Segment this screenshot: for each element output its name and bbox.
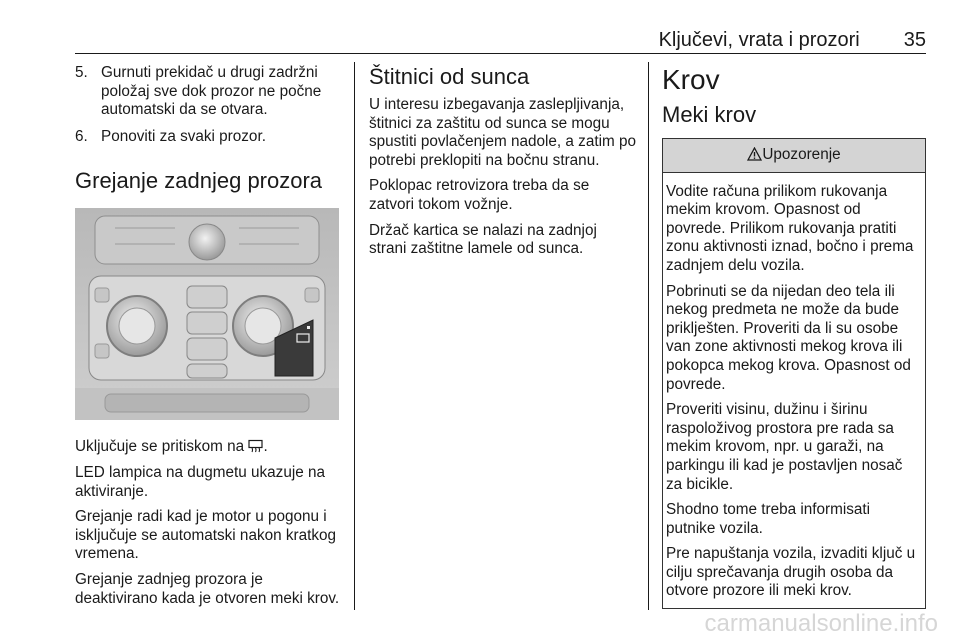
page-header bbox=[75, 28, 926, 52]
warning-paragraph: Vodite računa prilikom rukovanja mekim krovom. Opasnost od povrede. Prilikom rukovanja pratiti zonu aktivnosti iznad, bočno i prema zadnjem delu vozila. bbox=[666, 182, 914, 274]
running-title: Ključevi, vrata i prozori bbox=[658, 29, 860, 51]
step-text: Ponoviti za svaki prozor. bbox=[101, 127, 266, 145]
warning-triangle-icon bbox=[747, 147, 762, 161]
section-title: Štitnici od sunca bbox=[369, 64, 530, 89]
header-rule bbox=[75, 53, 926, 54]
list-item bbox=[75, 128, 343, 147]
warning-title: Upozorenje bbox=[762, 146, 841, 163]
paragraph: Poklopac retrovizora treba da se zatvori tokom vožnje. bbox=[369, 177, 590, 213]
paragraph: Držač kartica se nalazi na zadnjoj strani zaštitne lamele od sunca. bbox=[369, 221, 597, 258]
paragraph: Grejanje radi kad je motor u pogonu i isključuje se automatski nakon kratkog vremena. bbox=[75, 508, 337, 563]
step-list bbox=[75, 64, 343, 146]
warning-paragraph: Proveriti visinu, dužinu i širinu raspoloživog prostora pre rada sa mekim krovom, npr. u garaži, na parkingu ili kad je postavljen nosač za bicikle. bbox=[666, 401, 903, 493]
column-2 bbox=[369, 64, 637, 266]
column-3 bbox=[662, 64, 926, 609]
warning-box bbox=[662, 138, 926, 609]
list-item bbox=[75, 64, 343, 120]
warning-paragraph: Pobrinuti se da nijedan deo tela ili nekog predmeta ne može da bude priklješten. Proveriti da li su osobe van zone aktivnosti mekog krova ili pokopca mekog krova. Opasnost od povrede. bbox=[666, 282, 911, 393]
warning-paragraph: Pre napuštanja vozila, izvaditi ključ u cilju sprečavanja drugih osoba da otvore prozore ili meki krov. bbox=[666, 545, 916, 600]
step-number: 6. bbox=[75, 127, 88, 145]
paragraph: LED lampica na dugmetu ukazuje na aktiviranje. bbox=[75, 463, 326, 500]
paragraph-suffix: . bbox=[263, 438, 268, 456]
chapter-title: Krov bbox=[662, 64, 720, 95]
step-number: 5. bbox=[75, 64, 88, 81]
paragraph bbox=[75, 438, 343, 457]
paragraph: Grejanje zadnjeg prozora je deaktivirano kada je otvoren meki krov. bbox=[75, 570, 340, 607]
warning-header bbox=[663, 139, 925, 173]
column-divider-1 bbox=[354, 62, 355, 610]
column-divider-2 bbox=[648, 62, 649, 610]
dashboard-controls-photo bbox=[75, 208, 339, 420]
section-title: Grejanje zadnjeg prozora bbox=[75, 168, 323, 194]
rear-defrost-icon bbox=[248, 439, 263, 453]
paragraph-text: Uključuje se pritiskom na bbox=[75, 438, 245, 456]
page-number: 35 bbox=[903, 29, 926, 51]
step-text: Gurnuti prekidač u drugi zadržni položaj sve dok prozor ne počne automatski da se otvara. bbox=[101, 64, 322, 119]
subsection-title: Meki krov bbox=[662, 102, 757, 127]
warning-body bbox=[663, 173, 925, 601]
watermark: carmanualsonline.info bbox=[704, 610, 938, 637]
paragraph: U interesu izbegavanja zaslepljivanja, štitnici za zaštitu od sunca se mogu spustiti povlačenjem nadole, a zatim po potrebi preklopiti na bočnu stranu. bbox=[369, 96, 636, 169]
column-1 bbox=[75, 64, 343, 615]
warning-paragraph: Shodno tome treba informisati putnike vozila. bbox=[666, 501, 871, 537]
